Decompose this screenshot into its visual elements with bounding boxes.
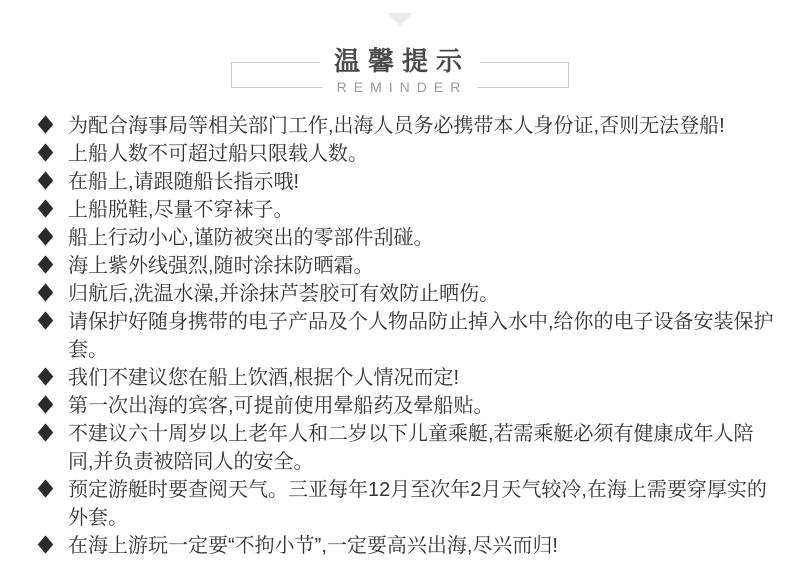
black-diamond-icon <box>38 392 54 420</box>
black-diamond-icon <box>38 252 54 280</box>
tip-text: 在海上游玩一定要“不拘小节”,一定要高兴出海,尽兴而归! <box>68 535 558 557</box>
tip-item <box>38 364 778 392</box>
black-diamond-icon <box>38 112 54 140</box>
black-diamond-icon <box>38 364 54 392</box>
tip-text: 船上行动小心,谨防被突出的零部件刮碰。 <box>68 227 434 249</box>
tip-text: 海上紫外线强烈,随时涂抹防晒霜。 <box>68 255 374 277</box>
tip-item <box>38 476 778 532</box>
tip-item <box>38 140 778 168</box>
tip-text: 我们不建议您在船上饮酒,根据个人情况而定! <box>68 367 460 389</box>
black-diamond-icon <box>38 196 54 224</box>
tip-item <box>38 308 778 364</box>
page-title: 温馨提示 <box>320 46 480 78</box>
tip-text: 请保护好随身携带的电子产品及个人物品防止掉入水中,给你的电子设备安装保护套。 <box>68 311 774 361</box>
tip-item <box>38 252 778 280</box>
tip-item <box>38 392 778 420</box>
down-triangle-icon <box>387 13 413 26</box>
tip-text: 上船人数不可超过船只限载人数。 <box>68 143 368 165</box>
black-diamond-icon <box>38 168 54 196</box>
page-subtitle: REMINDER <box>323 79 478 96</box>
tip-text: 不建议六十周岁以上老年人和二岁以下儿童乘艇,若需乘艇必须有健康成年人陪同,并负责被陪同人的安全。 <box>68 423 754 473</box>
black-diamond-icon <box>38 140 54 168</box>
tip-item <box>38 168 778 196</box>
tip-item <box>38 532 778 560</box>
tip-text: 归航后,洗温水澡,并涂抹芦荟胶可有效防止晒伤。 <box>68 283 500 305</box>
tip-item <box>38 112 778 140</box>
tip-text: 在船上,请跟随船长指示哦! <box>68 171 300 193</box>
tip-text: 第一次出海的宾客,可提前使用晕船药及晕船贴。 <box>68 395 494 417</box>
header-frame <box>231 47 569 95</box>
tip-item <box>38 280 778 308</box>
tip-item <box>38 196 778 224</box>
black-diamond-icon <box>38 224 54 252</box>
tip-text: 为配合海事局等相关部门工作,出海人员务必携带本人身份证,否则无法登船! <box>68 115 725 137</box>
tip-item <box>38 224 778 252</box>
black-diamond-icon <box>38 476 54 504</box>
black-diamond-icon <box>38 280 54 308</box>
black-diamond-icon <box>38 420 54 448</box>
tip-item <box>38 420 778 476</box>
tip-text: 预定游艇时要查阅天气。三亚每年12月至次年2月天气较冷,在海上需要穿厚实的外套。 <box>68 479 767 529</box>
black-diamond-icon <box>38 308 54 336</box>
tip-text: 上船脱鞋,尽量不穿袜子。 <box>68 199 294 221</box>
tips-list <box>38 112 778 560</box>
black-diamond-icon <box>38 532 54 560</box>
